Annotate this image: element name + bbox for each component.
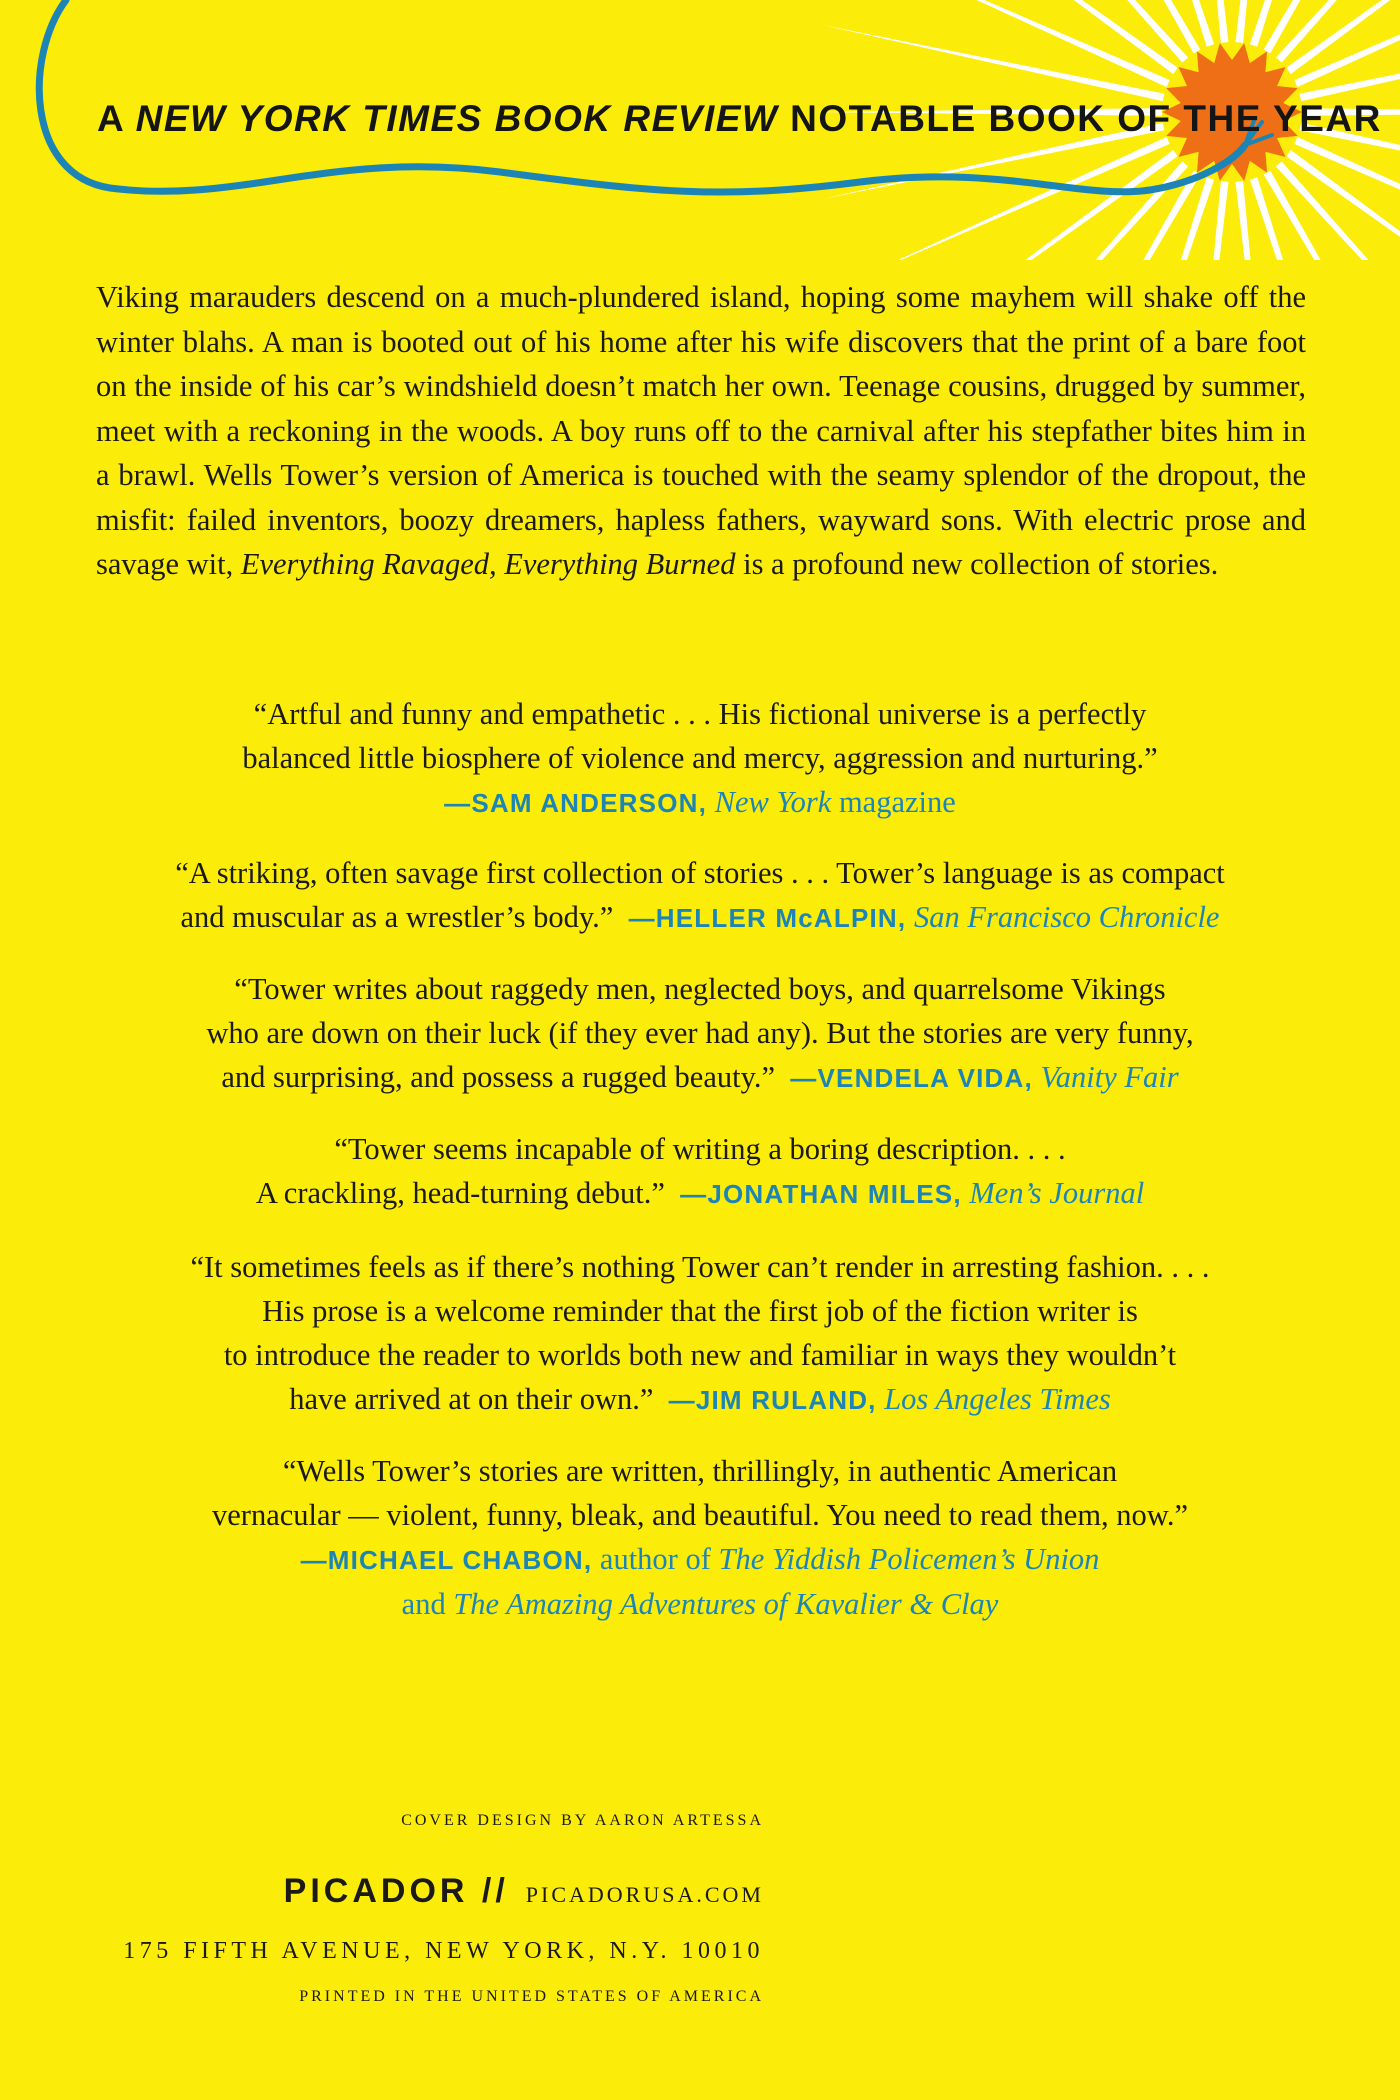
review-source: New York — [714, 785, 832, 819]
fuse-line — [39, 0, 1245, 192]
quote-line: “Artful and funny and empathetic . . . His fictional universe is a perfectly — [253, 697, 1147, 731]
review-quote — [70, 1449, 1330, 1626]
quote-line: “Tower seems incapable of writing a boring description. . . . — [334, 1132, 1066, 1166]
quote-attribution — [70, 780, 1330, 825]
reviewer-name: —VENDELA VIDA, — [790, 1063, 1033, 1093]
review-source: Vanity Fair — [1040, 1060, 1179, 1094]
sunburst-ray — [848, 137, 1169, 260]
quote-line: balanced little biosphere of violence and mercy, aggression and nurturing.” — [242, 741, 1158, 775]
quote-attribution-continued — [70, 1582, 1330, 1626]
review-source: Los Angeles Times — [884, 1382, 1111, 1416]
publisher-address: 175 FIFTH AVENUE, NEW YORK, N.Y. 10010 — [123, 1938, 764, 1964]
quote-line: vernacular — violent, funny, bleak, and beautiful. You need to read them, now.” — [212, 1498, 1188, 1532]
sunburst-ray — [848, 0, 1169, 87]
sunburst-ray — [821, 25, 1164, 102]
review-source: San Francisco Chronicle — [913, 900, 1220, 934]
review-source: The Amazing Adventures of Kavalier & Clay — [453, 1587, 999, 1621]
quote-line: “Tower writes about raggedy men, neglected boys, and quarrelsome Vikings — [234, 972, 1166, 1006]
quote-line-with-attribution: and surprising, and possess a rugged beauty.” —VENDELA VIDA, Vanity Fair — [221, 1060, 1179, 1094]
review-source: Men’s Journal — [969, 1176, 1145, 1210]
review-source-extra: magazine — [831, 785, 956, 819]
quote-line: “Wells Tower’s stories are written, thrillingly, in authentic American — [282, 1454, 1118, 1488]
publisher-line — [284, 1872, 764, 1911]
review-source: The Yiddish Policemen’s Union — [718, 1542, 1100, 1576]
quote-line-with-attribution: and muscular as a wrestler’s body.” —HELLER McALPIN, San Francisco Chronicle — [180, 900, 1220, 934]
reviewer-name: —JIM RULAND, — [668, 1385, 877, 1415]
review-quote — [70, 692, 1330, 825]
quote-line: “A striking, often savage first collection of stories . . . Tower’s language is as compact — [175, 856, 1225, 890]
reviewer-name: —JONATHAN MILES, — [680, 1179, 962, 1209]
banner-prefix: A — [97, 98, 136, 139]
quote-line: who are down on their luck (if they ever had any). But the stories are very funny, — [206, 1016, 1194, 1050]
book-description — [96, 275, 1306, 587]
printed-in-line: PRINTED IN THE UNITED STATES OF AMERICA — [299, 1988, 764, 2005]
reviewer-name: —HELLER McALPIN, — [628, 903, 907, 933]
quote-line-with-attribution: have arrived at on their own.” —JIM RULAND, Los Angeles Times — [289, 1382, 1111, 1416]
review-quote — [70, 851, 1330, 940]
cover-design-credit: COVER DESIGN BY AARON ARTESSA — [401, 1812, 764, 1829]
sunburst-ray — [892, 0, 1177, 74]
description-text: Viking marauders descend on a much-plundered island, hoping some mayhem will shake off the winter blahs. A man is booted out of his home after his wife discovers that the print of a bare foot on the inside of his car’s windshield doesn’t match her own. Teenage cousins, drugged by summer, meet with a reckoning in the woods. A boy runs off to the carnival after his stepfather bites him in a brawl. Wells Tower’s version of America is touched with the seamy splendor of the dropout, the misfit: failed inventors, boozy dreamers, hapless fathers, wayward sons. With electric prose and savage wit, — [96, 280, 1306, 581]
publisher-name: PICADOR // — [283, 1872, 509, 1910]
review-source-prefix: author of — [599, 1542, 719, 1576]
book-title: Everything Ravaged, Everything Burned — [240, 547, 736, 581]
sunburst-ray — [1286, 150, 1400, 260]
quote-line: His prose is a welcome reminder that the first job of the fiction writer is — [262, 1294, 1138, 1328]
review-source-prefix: and — [401, 1587, 454, 1621]
quote-line: “It sometimes feels as if there’s nothing Tower can’t render in arresting fashion. . . . — [190, 1250, 1210, 1284]
review-quote — [70, 967, 1330, 1100]
publisher-website: PICADORUSA.COM — [525, 1882, 764, 1907]
quote-line-with-attribution: A crackling, head-turning debut.” —JONATHAN MILES, Men’s Journal — [255, 1176, 1145, 1210]
award-banner — [97, 98, 1382, 140]
review-quote — [70, 1127, 1330, 1216]
description-end: is a profound new collection of stories. — [735, 547, 1219, 581]
review-quote — [70, 1245, 1330, 1422]
reviewer-name: —SAM ANDERSON, — [444, 788, 708, 818]
banner-suffix: NOTABLE BOOK OF THE YEAR — [778, 98, 1382, 139]
sunburst-ray — [1250, 0, 1362, 47]
sunburst-ray — [1102, 0, 1214, 47]
quote-line: to introduce the reader to worlds both new and familiar in ways they wouldn’t — [223, 1338, 1177, 1372]
sunburst-ray — [1294, 0, 1400, 87]
banner-publication: NEW YORK TIMES BOOK REVIEW — [135, 98, 779, 139]
reviewer-name: —MICHAEL CHABON, — [300, 1545, 593, 1575]
quote-attribution — [70, 1537, 1330, 1582]
